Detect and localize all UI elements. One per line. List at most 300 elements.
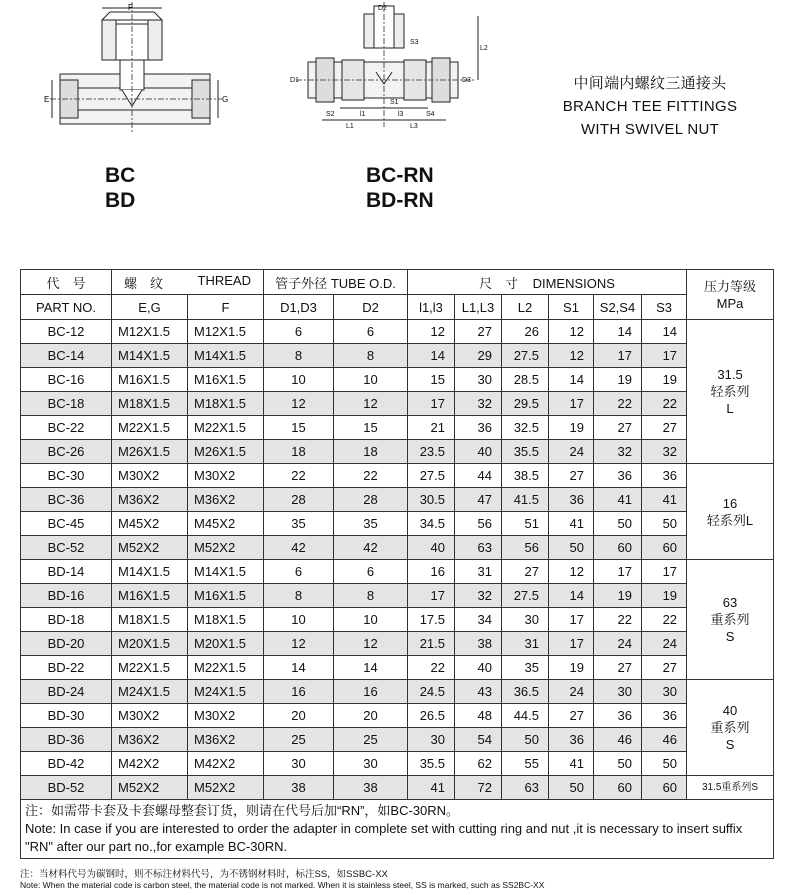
table-cell: 29.5: [502, 392, 549, 416]
table-cell: 63: [502, 776, 549, 800]
table-cell: M30X2: [112, 704, 188, 728]
table-cell: BC-30: [21, 464, 112, 488]
table-cell: 56: [502, 536, 549, 560]
table-cell: 6: [264, 320, 334, 344]
table-body: [21, 320, 774, 800]
table-cell: M52X2: [112, 776, 188, 800]
table-cell: 17: [642, 344, 687, 368]
dim-label-e: E: [44, 95, 50, 104]
table-cell: 56: [455, 512, 502, 536]
table-cell: 15: [264, 416, 334, 440]
table-cell: 19: [594, 368, 642, 392]
table-cell: 27: [549, 464, 594, 488]
table-cell: 10: [334, 608, 408, 632]
subheader-l1l3: l1,l3: [408, 295, 455, 320]
header-pressure: [687, 270, 774, 320]
table-cell: BD-24: [21, 680, 112, 704]
table-cell: M22X1.5: [112, 416, 188, 440]
table-cell: 10: [264, 368, 334, 392]
table-cell: 17: [408, 392, 455, 416]
table-cell: 14: [594, 320, 642, 344]
table-row: [21, 632, 774, 656]
pressure-line: 16: [722, 495, 738, 511]
table-cell: 50: [594, 752, 642, 776]
table-cell: 27.5: [502, 344, 549, 368]
tee-fitting-rn-drawing: [286, 2, 486, 132]
dim-label-l2: L2: [480, 45, 488, 52]
table-cell: 42: [334, 536, 408, 560]
table-row: [21, 512, 774, 536]
table-cell: 60: [642, 536, 687, 560]
table-cell: 72: [455, 776, 502, 800]
dim-label-s1: S1: [390, 99, 399, 106]
table-cell: BC-36: [21, 488, 112, 512]
header-dim-en: DIMENSIONS: [532, 275, 615, 291]
table-row: [21, 440, 774, 464]
footer-note-cn: 注：当材料代号为碳钢时，则不标注材料代号，为不锈钢材料时，标注SS，如SSBC-XX: [20, 869, 388, 880]
table-cell: 17: [549, 392, 594, 416]
table-cell: 27: [502, 560, 549, 584]
table-cell: 27: [594, 416, 642, 440]
table-cell: 12: [549, 344, 594, 368]
header-tube-en: TUBE O.D.: [330, 275, 396, 291]
table-cell: 55: [502, 752, 549, 776]
table-cell: 22: [594, 392, 642, 416]
dim-label-g: G: [222, 95, 229, 104]
table-cell: M14X1.5: [188, 560, 264, 584]
table-cell: BD-14: [21, 560, 112, 584]
table-cell: 22: [642, 608, 687, 632]
table-cell: 28: [334, 488, 408, 512]
table-cell: BD-20: [21, 632, 112, 656]
note-cn: 注：如需带卡套及卡套螺母整套订货，则请在代号后加“RN”，如BC-30RN。: [25, 803, 460, 818]
table-cell: 21: [408, 416, 455, 440]
table-cell: M12X1.5: [112, 320, 188, 344]
table-row: [21, 608, 774, 632]
table-cell: 24: [549, 680, 594, 704]
note-row: [21, 800, 774, 859]
table-cell: 18: [264, 440, 334, 464]
table-cell: M26X1.5: [112, 440, 188, 464]
table-cell: 30: [408, 728, 455, 752]
table-cell: 12: [264, 632, 334, 656]
table-cell: 8: [264, 344, 334, 368]
table-cell: 41: [642, 488, 687, 512]
table-cell: 22: [642, 392, 687, 416]
table-cell: 18: [334, 440, 408, 464]
table-cell: 12: [549, 560, 594, 584]
table-cell: M45X2: [112, 512, 188, 536]
table-cell: BC-16: [21, 368, 112, 392]
table-cell: 43: [455, 680, 502, 704]
product-title: [540, 72, 760, 141]
table-row: [21, 776, 774, 800]
table-cell: M42X2: [188, 752, 264, 776]
header-part-en: PART NO.: [21, 295, 112, 320]
header-thread-cn: 螺 纹: [124, 275, 164, 291]
table-cell: 38: [334, 776, 408, 800]
table-cell: BC-26: [21, 440, 112, 464]
table-cell: 36: [549, 728, 594, 752]
table-cell: BD-16: [21, 584, 112, 608]
pressure-rating-cell: [687, 320, 774, 464]
table-cell: M30X2: [188, 464, 264, 488]
table-cell: 50: [502, 728, 549, 752]
table-row: [21, 344, 774, 368]
table-cell: 8: [334, 344, 408, 368]
table-cell: 27: [594, 656, 642, 680]
header-part-cn: 代 号: [21, 270, 112, 295]
dim-label-s2: S2: [326, 111, 335, 118]
table-cell: M52X2: [112, 536, 188, 560]
subheader-eg: E,G: [112, 295, 188, 320]
table-cell: 8: [334, 584, 408, 608]
table-cell: 17: [594, 560, 642, 584]
table-cell: 46: [594, 728, 642, 752]
pressure-line: 轻系列L: [706, 512, 754, 528]
table-cell: 27.5: [502, 584, 549, 608]
table-cell: 6: [264, 560, 334, 584]
table-cell: 35: [334, 512, 408, 536]
table-cell: BC-52: [21, 536, 112, 560]
pressure-line: 重系列: [710, 720, 750, 735]
table-cell: 25: [264, 728, 334, 752]
table-cell: M16X1.5: [188, 584, 264, 608]
table-cell: M24X1.5: [112, 680, 188, 704]
pressure-line: 重系列: [710, 612, 750, 627]
table-cell: 24: [549, 440, 594, 464]
table-cell: BD-18: [21, 608, 112, 632]
table-cell: M22X1.5: [112, 656, 188, 680]
pressure-line: 轻系列: [710, 384, 750, 399]
pressure-line: S: [725, 737, 735, 752]
note-en: Note: In case if you are interested to order the adapter in complete set with cutting ring and nut ,it is necessary to insert suffix "RN" after our part no.,for example BC-30RN.: [25, 821, 743, 854]
table-cell: M30X2: [112, 464, 188, 488]
header-thread-en: THREAD: [197, 272, 251, 288]
table-cell: M26X1.5: [188, 440, 264, 464]
pressure-rating-cell: [687, 464, 774, 560]
table-cell: 32: [455, 392, 502, 416]
table-cell: 14: [549, 584, 594, 608]
header-dimensions: [408, 270, 687, 295]
table-cell: M18X1.5: [188, 392, 264, 416]
table-cell: M36X2: [188, 728, 264, 752]
table-cell: BC-12: [21, 320, 112, 344]
pressure-line: 31.5重系列S: [701, 782, 759, 793]
dim-label-d1: D1: [290, 77, 299, 84]
table-cell: 50: [594, 512, 642, 536]
table-cell: 50: [642, 512, 687, 536]
table-cell: 50: [642, 752, 687, 776]
table-cell: 60: [594, 536, 642, 560]
title-en-line2: WITH SWIVEL NUT: [580, 121, 720, 138]
table-cell: 35.5: [502, 440, 549, 464]
table-row: [21, 464, 774, 488]
table-cell: 30: [594, 680, 642, 704]
table-cell: M36X2: [112, 728, 188, 752]
table-cell: 26: [502, 320, 549, 344]
table-cell: 29: [455, 344, 502, 368]
table-cell: 22: [408, 656, 455, 680]
table-cell: 30: [642, 680, 687, 704]
table-cell: 51: [502, 512, 549, 536]
subheader-s2s4: S2,S4: [594, 295, 642, 320]
table-row: [21, 680, 774, 704]
table-cell: 54: [455, 728, 502, 752]
table-cell: 36: [642, 704, 687, 728]
note-cell: [21, 800, 774, 859]
footer-note-en: Note: When the material code is carbon steel, the material code is not marked. When it is stainless steel, SS is marked, such as SS2BC-XX: [20, 880, 545, 890]
table-cell: 30: [455, 368, 502, 392]
table-cell: BD-22: [21, 656, 112, 680]
table-cell: 25: [334, 728, 408, 752]
table-cell: 44: [455, 464, 502, 488]
subheader-l2: L2: [502, 295, 549, 320]
table-cell: 8: [264, 584, 334, 608]
table-row: [21, 488, 774, 512]
table-cell: 15: [408, 368, 455, 392]
subheader-d2: D2: [334, 295, 408, 320]
title-en-line1: BRANCH TEE FITTINGS: [562, 98, 738, 115]
table-cell: 17: [594, 344, 642, 368]
header-tube: [264, 270, 408, 295]
table-cell: BD-52: [21, 776, 112, 800]
series-label-left: [105, 163, 135, 213]
table-cell: 16: [334, 680, 408, 704]
table-cell: M18X1.5: [112, 392, 188, 416]
table-row: [21, 752, 774, 776]
dim-label-f: F: [128, 3, 133, 12]
table-cell: 24: [594, 632, 642, 656]
table-cell: 30.5: [408, 488, 455, 512]
table-cell: 30: [264, 752, 334, 776]
table-cell: 28.5: [502, 368, 549, 392]
table-row: [21, 704, 774, 728]
table-cell: 15: [334, 416, 408, 440]
pressure-line: 40: [722, 703, 738, 718]
table-cell: 63: [455, 536, 502, 560]
table-cell: 41: [549, 752, 594, 776]
header-tube-cn: 管子外径: [275, 275, 328, 291]
table-cell: M52X2: [188, 776, 264, 800]
series-label-right: [366, 163, 434, 213]
table-cell: M22X1.5: [188, 416, 264, 440]
table-cell: 38: [264, 776, 334, 800]
table-cell: M42X2: [112, 752, 188, 776]
table-row: [21, 416, 774, 440]
pressure-line: 31.5: [717, 367, 743, 382]
pressure-line: 63: [722, 595, 738, 610]
series-bd-rn: BD-RN: [366, 189, 434, 212]
table-cell: 62: [455, 752, 502, 776]
table-cell: M18X1.5: [188, 608, 264, 632]
table-cell: 30: [334, 752, 408, 776]
table-cell: 32.5: [502, 416, 549, 440]
table-cell: 60: [642, 776, 687, 800]
header-thread: [112, 270, 264, 295]
table-cell: M16X1.5: [112, 368, 188, 392]
dim-label-s3: S3: [410, 39, 419, 46]
table-cell: 41.5: [502, 488, 549, 512]
table-cell: 20: [264, 704, 334, 728]
table-cell: 22: [334, 464, 408, 488]
table-row: [21, 656, 774, 680]
table-cell: M24X1.5: [188, 680, 264, 704]
table-cell: 22: [264, 464, 334, 488]
table-cell: 32: [594, 440, 642, 464]
table-cell: 12: [549, 320, 594, 344]
table-cell: 41: [594, 488, 642, 512]
table-cell: 36: [455, 416, 502, 440]
dim-label-l3-small: l3: [398, 111, 404, 118]
dim-label-s4: S4: [426, 111, 435, 118]
table-cell: 60: [594, 776, 642, 800]
table-cell: 19: [549, 656, 594, 680]
table-cell: M20X1.5: [188, 632, 264, 656]
pressure-rating-cell: [687, 680, 774, 776]
series-bc: BC: [105, 164, 136, 187]
table-cell: M14X1.5: [112, 344, 188, 368]
table-cell: 30: [502, 608, 549, 632]
pressure-rating-cell: [687, 776, 774, 800]
table-cell: 50: [549, 536, 594, 560]
table-cell: 46: [642, 728, 687, 752]
table-cell: BD-42: [21, 752, 112, 776]
table-cell: BD-30: [21, 704, 112, 728]
table-cell: 19: [549, 416, 594, 440]
subheader-f: F: [188, 295, 264, 320]
table-cell: 28: [264, 488, 334, 512]
table-cell: 17.5: [408, 608, 455, 632]
table-cell: M52X2: [188, 536, 264, 560]
table-cell: 19: [594, 584, 642, 608]
table-cell: 14: [334, 656, 408, 680]
dim-label-l1: L1: [346, 123, 354, 130]
table-cell: 12: [334, 392, 408, 416]
table-cell: 40: [455, 656, 502, 680]
table-cell: 36: [642, 464, 687, 488]
dimensions-table: [20, 269, 774, 859]
header-pressure-cn: 压力等级: [704, 278, 757, 294]
table-cell: 27: [642, 416, 687, 440]
table-cell: 36: [549, 488, 594, 512]
table-cell: 48: [455, 704, 502, 728]
table-cell: 42: [264, 536, 334, 560]
table-row: [21, 392, 774, 416]
table-cell: M16X1.5: [112, 584, 188, 608]
table-cell: 27.5: [408, 464, 455, 488]
table-cell: M20X1.5: [112, 632, 188, 656]
table-cell: 17: [549, 632, 594, 656]
tee-fitting-drawing: [30, 2, 240, 152]
table-row: [21, 320, 774, 344]
title-cn: 中间端内螺纹三通接头: [573, 75, 727, 92]
table-row: [21, 560, 774, 584]
table-cell: 26.5: [408, 704, 455, 728]
table-cell: M14X1.5: [112, 560, 188, 584]
table-cell: 40: [408, 536, 455, 560]
table-cell: 35.5: [408, 752, 455, 776]
table-cell: M30X2: [188, 704, 264, 728]
table-cell: 14: [264, 656, 334, 680]
table-cell: 21.5: [408, 632, 455, 656]
series-bc-rn: BC-RN: [366, 164, 434, 187]
table-cell: 12: [408, 320, 455, 344]
series-bd: BD: [105, 189, 136, 212]
header-dim-cn: 尺 寸: [479, 275, 519, 291]
table-cell: 41: [408, 776, 455, 800]
table-cell: 14: [642, 320, 687, 344]
table-cell: 31: [502, 632, 549, 656]
subheader-s1: S1: [549, 295, 594, 320]
table-cell: 19: [642, 584, 687, 608]
table-cell: 36: [594, 704, 642, 728]
table-cell: 27: [642, 656, 687, 680]
dim-label-l3: L3: [410, 123, 418, 130]
table-cell: 44.5: [502, 704, 549, 728]
table-cell: 27: [455, 320, 502, 344]
table-cell: BC-45: [21, 512, 112, 536]
table-cell: 24: [642, 632, 687, 656]
table-cell: 16: [264, 680, 334, 704]
table-cell: M22X1.5: [188, 656, 264, 680]
table-cell: 36.5: [502, 680, 549, 704]
table-cell: 38: [455, 632, 502, 656]
table-cell: 6: [334, 560, 408, 584]
dim-label-d2: D2: [378, 5, 387, 12]
table-cell: 14: [549, 368, 594, 392]
table-cell: M12X1.5: [188, 320, 264, 344]
table-cell: 17: [549, 608, 594, 632]
table-cell: 10: [334, 368, 408, 392]
table-cell: 12: [334, 632, 408, 656]
table-cell: 22: [594, 608, 642, 632]
pressure-line: S: [725, 629, 735, 644]
table-cell: 35: [264, 512, 334, 536]
dim-label-l1-small: l1: [360, 111, 366, 118]
table-cell: M36X2: [112, 488, 188, 512]
pressure-rating-cell: [687, 560, 774, 680]
pressure-line: L: [726, 401, 734, 416]
table-row: [21, 536, 774, 560]
subheader-s3: S3: [642, 295, 687, 320]
table-cell: 19: [642, 368, 687, 392]
table-cell: M18X1.5: [112, 608, 188, 632]
table-header-row-1: [21, 270, 774, 295]
table-cell: BC-18: [21, 392, 112, 416]
table-cell: BD-36: [21, 728, 112, 752]
table-cell: M16X1.5: [188, 368, 264, 392]
table-cell: 27: [549, 704, 594, 728]
table-cell: 34.5: [408, 512, 455, 536]
table-cell: 38.5: [502, 464, 549, 488]
table-row: [21, 584, 774, 608]
table-cell: BC-22: [21, 416, 112, 440]
table-cell: 23.5: [408, 440, 455, 464]
table-cell: 32: [455, 584, 502, 608]
subheader-L1L3: L1,L3: [455, 295, 502, 320]
table-cell: 36: [594, 464, 642, 488]
subheader-d1d3: D1,D3: [264, 295, 334, 320]
table-cell: 31: [455, 560, 502, 584]
table-cell: 16: [408, 560, 455, 584]
table-cell: 24.5: [408, 680, 455, 704]
table-cell: 17: [642, 560, 687, 584]
table-cell: 12: [264, 392, 334, 416]
table-row: [21, 368, 774, 392]
table-cell: 35: [502, 656, 549, 680]
table-cell: 50: [549, 776, 594, 800]
